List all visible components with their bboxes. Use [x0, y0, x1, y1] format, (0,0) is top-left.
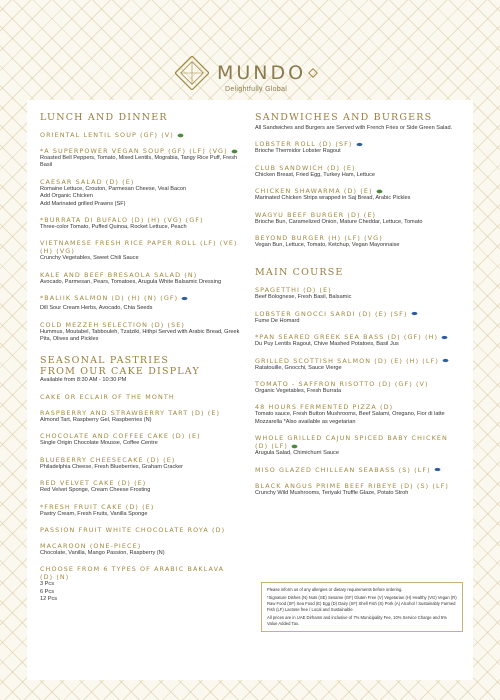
fish-icon — [356, 142, 363, 147]
item-name: BEYOND BURGER (H) (LF) (VG) — [255, 234, 383, 243]
item-desc: Avocado, Parmesan, Pears, Tomatoes, Arugula White Balsamic Dressing — [40, 278, 222, 285]
item-name: MISO GLAZED CHILLEAN SEABASS (S) (LF) — [255, 465, 431, 474]
item-name: CHOOSE FROM 6 TYPES OF ARABIC BAKLAVA (D) (N) — [40, 565, 225, 582]
availability-note: Available from 8:30 AM - 10:30 PM — [40, 377, 127, 384]
item-name: *FRESH FRUIT CAKE (D) (E) — [40, 502, 155, 511]
menu-item — [255, 466, 455, 474]
allergy-notice — [261, 582, 463, 632]
item-desc: Dill Sour Cream Herbs, Avocado, Chia Seeds — [40, 305, 153, 312]
fish-icon — [434, 467, 441, 472]
menu-item — [255, 187, 455, 202]
item-desc: Tomato sauce, Fresh Button Mushrooms, Beef Salami, Oregano, Fior di latte Mozzarella *Also available as vegetarian — [255, 411, 445, 425]
item-name: *BURRATA DI BUFALO (D) (H) (VG) (GF) — [40, 216, 204, 225]
menu-header — [0, 0, 500, 100]
baklava-option: 12 Pcs — [40, 596, 58, 603]
item-name: *BALIIK SALMON (D) (H) (N) (GF) — [40, 294, 179, 303]
item-name: CHOCOLATE AND COFFEE CAKE (D) (E) — [40, 432, 201, 441]
menu-item — [255, 234, 455, 249]
item-name: *PAN SEARED GREEK SEA BASS (D) (GF) (H) — [255, 333, 439, 342]
fish-icon — [441, 335, 448, 340]
menu-item — [40, 239, 240, 262]
item-name: WAGYU BEEF BURGER (D) (E) — [255, 210, 377, 219]
item-desc: Beef Bolognese, Fresh Basil, Balsamic — [255, 294, 352, 301]
item-name: LOBSTER GNOCCI SARDI (D) (E) (SF) — [255, 309, 408, 318]
section-title-sandwiches: SANDWICHES AND BURGERS — [255, 112, 433, 123]
item-desc: Romaine Lettuce, Crouton, Parmesan Cheese, Veal Bacon — [40, 185, 187, 192]
item-name: *A SUPERPOWER VEGAN SOUP (GF) (LF) (VG) — [40, 147, 228, 155]
menu-item — [255, 434, 455, 457]
item-desc: Du Puy Lentils Ragout, Chive Mashed Potatoes, Basil Jus — [255, 341, 399, 348]
menu-item — [255, 357, 455, 372]
item-name: 48 HOURS FERMENTED PIZZA (D) — [255, 403, 394, 412]
logo — [175, 56, 318, 90]
menu-item — [40, 503, 240, 518]
section-title-pastries: SEASONAL PASTRIES — [40, 355, 170, 367]
item-desc: Ratatouille, Gnocchi, Sauce Vierge — [255, 364, 342, 371]
notice-legend: *Signature Dishes (N) Nuts (SE) Sesame (GF) Gluten Free (V) Vegetarian (H) Healthy (VG) Vegan (R) Raw Food (SF) Sea Food (E) Egg (D) Dairy (SF) Shell Fish (S) Pork (A) Alcohol / Sustainably Farmed Fish (LF) Lactose free / Local and Sustainable — [267, 595, 457, 612]
menu-item — [40, 131, 240, 139]
item-name: GRILLED SCOTTISH SALMON (D) (E) (H) (LF) — [255, 356, 439, 365]
baklava-option: 6 Pcs — [40, 588, 54, 595]
logo-diamond-icon — [175, 56, 209, 90]
item-desc: Crunchy Vegetables, Sweet Chili Sauce — [40, 255, 139, 262]
menu-item — [255, 482, 455, 497]
menu-item — [255, 333, 455, 348]
item-name: CLUB SANDWICH (D) (E) — [255, 163, 356, 172]
item-name: WHOLE GRILLED CAJUN SPICED BABY CHICKEN (D) (LF) — [255, 434, 448, 451]
item-name: PASSION FRUIT WHITE CHOCOLATE ROYA (D) — [40, 525, 226, 534]
menu-item — [40, 565, 240, 603]
item-desc: Crunchy Wild Mushrooms, Teriyaki Truffle Glaze, Potato Stroh — [255, 489, 409, 496]
item-name: MACAROON (ONE-PIECE) — [40, 541, 142, 550]
notice-prices: All prices are in UAE Dirhams and inclusive of 7% Municipality Fee, 10% Service Charge and 5% Value Added Tax. — [267, 615, 447, 626]
brand-diamond-icon — [308, 68, 318, 78]
item-desc: Vegan Bun, Lettuce, Tomato, Ketchup, Vegan Mayonnaise — [255, 242, 400, 249]
item-extra: Add Organic Chicken — [40, 193, 93, 200]
item-desc: Brioche Thermidor Lobster Ragout — [255, 148, 341, 155]
item-name: VIETNAMESE FRESH RICE PAPER ROLL (LF) (VE) (H) (VG) — [40, 239, 238, 256]
item-desc: Roasted Bell Peppers, Tomato, Mixed Lentils, Mograbia, Tangy Rice Puff, Fresh Basil — [40, 155, 238, 169]
menu-item — [255, 140, 455, 155]
menu-item — [255, 164, 455, 179]
item-name: CHICKEN SHAWARMA (D) (E) — [255, 187, 373, 196]
section-title-pastries-2: FROM OUR CAKE DISPLAY — [40, 366, 200, 378]
menu-item — [40, 216, 240, 231]
item-name: CAKE OR ECLAIR OF THE MONTH — [40, 392, 175, 401]
item-desc: Organic Vegetables, Fresh Burrata — [255, 388, 342, 395]
baklava-option: 3 Pcs — [40, 581, 54, 588]
fish-icon — [411, 311, 418, 316]
item-desc: Marinated Chicken Strips wrapped in Saj Bread, Arabic Pickles — [255, 195, 411, 202]
item-desc: Three-color Tomato, Puffed Quinoa, Rocket Lettuce, Peach — [40, 224, 187, 231]
item-desc: Arugula Salad, Chimichurri Sauce — [255, 450, 339, 457]
menu-item — [40, 294, 240, 312]
leaf-icon — [231, 149, 238, 154]
menu-item — [40, 456, 240, 471]
section-title-main: MAIN COURSE — [255, 267, 344, 279]
menu-item — [40, 271, 240, 286]
notice-line: Please inform us of any allergies or dietary requirements before ordering. — [267, 587, 403, 592]
section-title-lunch: LUNCH AND DINNER — [40, 112, 168, 123]
menu-item — [40, 393, 240, 401]
menu-item — [40, 526, 240, 534]
menu-item — [255, 286, 455, 301]
menu-item — [40, 147, 240, 170]
leaf-icon — [291, 444, 298, 449]
item-desc: Brioche Bun, Caramelized Onion, Mature Cheddar, Lettuce, Tomato — [255, 218, 423, 225]
menu-item — [40, 479, 240, 494]
item-desc: Fume De Homard — [255, 317, 300, 324]
left-column — [40, 112, 240, 604]
item-desc: Single Origin Chocolate Mousse, Coffee Centre — [40, 440, 158, 447]
item-desc: Philadelphia Cheese, Fresh Blueberries, Graham Cracker — [40, 463, 184, 470]
item-desc: Red Velvet Sponge, Cream Cheese Frosting — [40, 487, 151, 494]
right-column — [255, 112, 455, 497]
item-name: LOBSTER ROLL (D) (SF) — [255, 140, 353, 149]
menu-item — [40, 432, 240, 447]
item-name: RED VELVET CAKE (D) (E) — [40, 479, 147, 488]
item-desc: Chicken Breast, Fried Egg, Turkey Ham, Lettuce — [255, 171, 376, 178]
menu-item — [255, 310, 455, 325]
item-name: BLACK ANGUS PRIME BEEF RIBEYE (D) (S) (LF) — [255, 481, 449, 490]
item-extra: Add Marinated grilled Prawns (SF) — [40, 200, 126, 207]
menu-item — [40, 542, 240, 557]
menu-item — [40, 178, 240, 208]
item-desc: Pastry Cream, Fresh Fruits, Vanilla Sponge — [40, 510, 148, 517]
item-desc: Almond Tart, Raspberry Gel, Raspberries (N) — [40, 416, 152, 423]
fish-icon — [181, 296, 188, 301]
leaf-icon — [376, 189, 383, 194]
menu-item — [255, 403, 455, 426]
item-name: BLUEBERRY CHEESECAKE (D) (E) — [40, 455, 176, 464]
fish-icon — [442, 358, 449, 363]
item-desc: Chocolate, Vanilla, Mango Passion, Raspberry (N) — [40, 549, 165, 556]
item-name: COLD MEZZEH SELECTION (D) (SE) — [40, 320, 185, 329]
item-desc: Hummus, Moutabel, Tabbouleh, Tzatziki, Hithpi Served with Arabic Bread, Greek Pita, Olives and Pickles — [40, 328, 240, 343]
sandwiches-intro: All Sandwiches and Burgers are Served with French Fries or Side Green Salad. — [255, 125, 453, 131]
menu-item — [40, 409, 240, 424]
brand-name: MUNDO — [217, 62, 307, 84]
item-name: KALE AND BEEF BRESAOLA SALAD (N) — [40, 270, 198, 279]
section-pastries — [40, 355, 240, 384]
item-name: SPAGETTHI (D) (E) — [255, 286, 332, 295]
tagline: Delightfully Global — [225, 86, 288, 93]
item-name: CAESAR SALAD (D) (E) — [40, 177, 135, 186]
leaf-icon — [177, 133, 184, 138]
item-name: ORIENTAL LENTIL SOUP (GF) (V) — [40, 131, 174, 139]
menu-item — [255, 211, 455, 226]
item-name: TOMATO - SAFFRON RISOTTO (D) (GF) (V) — [255, 380, 429, 389]
menu-item — [40, 321, 240, 344]
item-name: RASPBERRY AND STRAWBERRY TART (D) (E) — [40, 408, 221, 417]
menu-item — [255, 380, 455, 395]
